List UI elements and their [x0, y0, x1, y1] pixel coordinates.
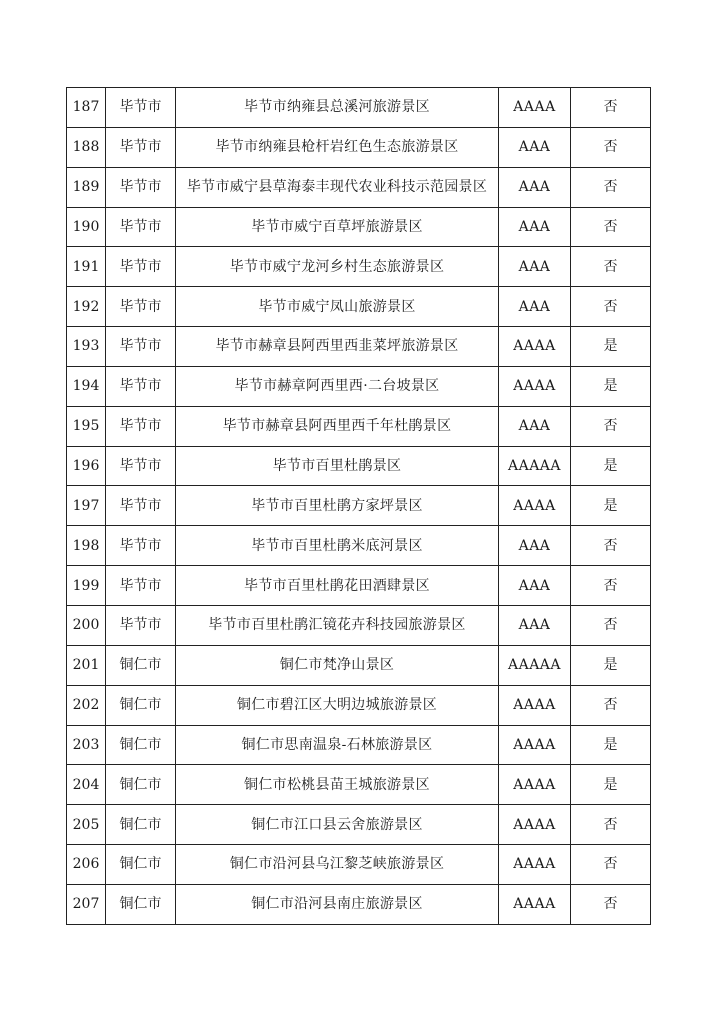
row-number: 207 [67, 884, 106, 924]
grade-cell: AAAA [499, 845, 571, 885]
row-number: 191 [67, 247, 106, 287]
row-number: 205 [67, 805, 106, 845]
grade-cell: AAA [499, 605, 571, 645]
grade-cell: AAAA [499, 884, 571, 924]
table-row [67, 88, 651, 128]
table-row [67, 247, 651, 287]
table-row [67, 526, 651, 566]
scenic-name-cell: 铜仁市沿河县乌江黎芝峡旅游景区 [176, 845, 499, 885]
flag-cell: 否 [571, 127, 651, 167]
city-cell: 毕节市 [106, 486, 176, 526]
row-number: 206 [67, 845, 106, 885]
row-number: 187 [67, 88, 106, 128]
table-row [67, 805, 651, 845]
row-number: 188 [67, 127, 106, 167]
city-cell: 铜仁市 [106, 765, 176, 805]
city-cell: 铜仁市 [106, 845, 176, 885]
grade-cell: AAA [499, 167, 571, 207]
grade-cell: AAA [499, 287, 571, 327]
city-cell: 毕节市 [106, 88, 176, 128]
scenic-name-cell: 毕节市百里杜鹃方家坪景区 [176, 486, 499, 526]
table-row [67, 366, 651, 406]
row-number: 200 [67, 605, 106, 645]
row-number: 201 [67, 645, 106, 685]
scenic-name-cell: 毕节市威宁龙河乡村生态旅游景区 [176, 247, 499, 287]
grade-cell: AAAA [499, 366, 571, 406]
flag-cell: 否 [571, 884, 651, 924]
scenic-name-cell: 毕节市百里杜鹃汇镜花卉科技园旅游景区 [176, 605, 499, 645]
grade-cell: AAAAA [499, 446, 571, 486]
city-cell: 毕节市 [106, 605, 176, 645]
grade-cell: AAAAA [499, 645, 571, 685]
table-row [67, 167, 651, 207]
flag-cell: 否 [571, 566, 651, 606]
scenic-name-cell: 铜仁市碧江区大明边城旅游景区 [176, 685, 499, 725]
scenic-name-cell: 毕节市赫章阿西里西·二台坡景区 [176, 366, 499, 406]
table-row [67, 765, 651, 805]
grade-cell: AAAA [499, 327, 571, 367]
scenic-area-table [66, 87, 651, 925]
city-cell: 毕节市 [106, 566, 176, 606]
grade-cell: AAA [499, 127, 571, 167]
city-cell: 毕节市 [106, 127, 176, 167]
flag-cell: 否 [571, 526, 651, 566]
flag-cell: 否 [571, 845, 651, 885]
row-number: 194 [67, 366, 106, 406]
row-number: 204 [67, 765, 106, 805]
flag-cell: 是 [571, 725, 651, 765]
table-row [67, 446, 651, 486]
row-number: 198 [67, 526, 106, 566]
table-row [67, 127, 651, 167]
table-row [67, 605, 651, 645]
city-cell: 铜仁市 [106, 725, 176, 765]
city-cell: 毕节市 [106, 207, 176, 247]
flag-cell: 否 [571, 207, 651, 247]
table-row [67, 406, 651, 446]
scenic-name-cell: 毕节市威宁百草坪旅游景区 [176, 207, 499, 247]
scenic-name-cell: 毕节市赫章县阿西里西韭菜坪旅游景区 [176, 327, 499, 367]
flag-cell: 否 [571, 406, 651, 446]
city-cell: 毕节市 [106, 366, 176, 406]
city-cell: 毕节市 [106, 446, 176, 486]
scenic-name-cell: 毕节市百里杜鹃景区 [176, 446, 499, 486]
flag-cell: 是 [571, 366, 651, 406]
city-cell: 毕节市 [106, 526, 176, 566]
city-cell: 毕节市 [106, 287, 176, 327]
row-number: 190 [67, 207, 106, 247]
table-row [67, 725, 651, 765]
table-row [67, 566, 651, 606]
flag-cell: 否 [571, 805, 651, 845]
table-row [67, 645, 651, 685]
row-number: 192 [67, 287, 106, 327]
table-row [67, 327, 651, 367]
table-row [67, 486, 651, 526]
table-row [67, 884, 651, 924]
flag-cell: 是 [571, 765, 651, 805]
scenic-name-cell: 毕节市威宁县草海泰丰现代农业科技示范园景区 [176, 167, 499, 207]
row-number: 195 [67, 406, 106, 446]
row-number: 196 [67, 446, 106, 486]
table-row [67, 287, 651, 327]
city-cell: 毕节市 [106, 406, 176, 446]
grade-cell: AAAA [499, 88, 571, 128]
grade-cell: AAA [499, 406, 571, 446]
scenic-name-cell: 铜仁市江口县云舍旅游景区 [176, 805, 499, 845]
city-cell: 毕节市 [106, 327, 176, 367]
flag-cell: 否 [571, 88, 651, 128]
flag-cell: 否 [571, 685, 651, 725]
city-cell: 毕节市 [106, 167, 176, 207]
row-number: 197 [67, 486, 106, 526]
grade-cell: AAAA [499, 725, 571, 765]
scenic-name-cell: 毕节市纳雍县枪杆岩红色生态旅游景区 [176, 127, 499, 167]
city-cell: 铜仁市 [106, 685, 176, 725]
city-cell: 毕节市 [106, 247, 176, 287]
scenic-name-cell: 铜仁市松桃县苗王城旅游景区 [176, 765, 499, 805]
grade-cell: AAAA [499, 685, 571, 725]
grade-cell: AAA [499, 526, 571, 566]
row-number: 189 [67, 167, 106, 207]
grade-cell: AAA [499, 566, 571, 606]
flag-cell: 是 [571, 327, 651, 367]
city-cell: 铜仁市 [106, 805, 176, 845]
table-body [67, 88, 651, 925]
scenic-name-cell: 铜仁市梵净山景区 [176, 645, 499, 685]
scenic-name-cell: 毕节市威宁凤山旅游景区 [176, 287, 499, 327]
scenic-name-cell: 毕节市纳雍县总溪河旅游景区 [176, 88, 499, 128]
flag-cell: 是 [571, 486, 651, 526]
city-cell: 铜仁市 [106, 645, 176, 685]
table-row [67, 685, 651, 725]
flag-cell: 否 [571, 247, 651, 287]
grade-cell: AAAA [499, 486, 571, 526]
table-row [67, 845, 651, 885]
row-number: 193 [67, 327, 106, 367]
scenic-name-cell: 铜仁市沿河县南庄旅游景区 [176, 884, 499, 924]
row-number: 203 [67, 725, 106, 765]
flag-cell: 是 [571, 645, 651, 685]
flag-cell: 否 [571, 167, 651, 207]
scenic-name-cell: 毕节市百里杜鹃米底河景区 [176, 526, 499, 566]
scenic-name-cell: 毕节市赫章县阿西里西千年杜鹃景区 [176, 406, 499, 446]
row-number: 202 [67, 685, 106, 725]
scenic-name-cell: 毕节市百里杜鹃花田酒肆景区 [176, 566, 499, 606]
flag-cell: 否 [571, 605, 651, 645]
grade-cell: AAAA [499, 805, 571, 845]
row-number: 199 [67, 566, 106, 606]
grade-cell: AAAA [499, 765, 571, 805]
scenic-name-cell: 铜仁市思南温泉-石林旅游景区 [176, 725, 499, 765]
city-cell: 铜仁市 [106, 884, 176, 924]
flag-cell: 是 [571, 446, 651, 486]
table-row [67, 207, 651, 247]
flag-cell: 否 [571, 287, 651, 327]
grade-cell: AAA [499, 247, 571, 287]
grade-cell: AAA [499, 207, 571, 247]
